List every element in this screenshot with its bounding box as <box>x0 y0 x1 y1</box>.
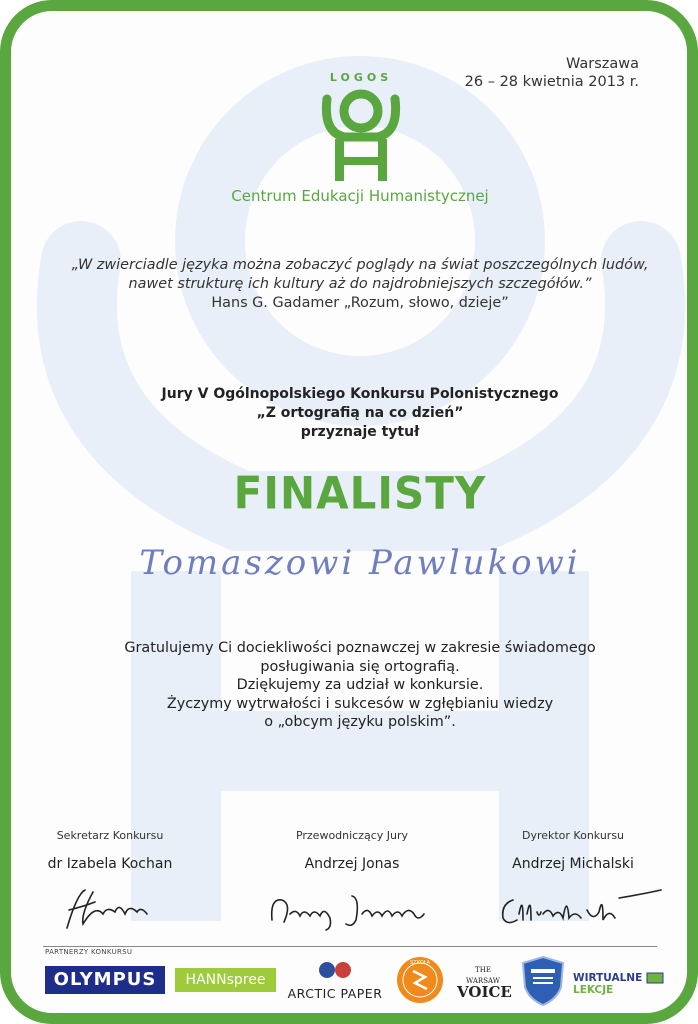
warsaw-label: THE WARSAW <box>466 966 500 985</box>
signature-secretary <box>10 829 210 932</box>
message-line: o „obcym języku polskim”. <box>264 714 456 730</box>
logo-text: LOGOS <box>329 71 393 84</box>
partner-warsaw-voice <box>457 965 512 1001</box>
quote-line-2: nawet strukturę ich kultury aż do najdrobniejszych szczegółów.” <box>128 276 592 292</box>
signatory-role: Sekretarz Konkursu <box>56 829 164 842</box>
handwritten-signature <box>262 884 442 932</box>
arctic-paper-logo-icon <box>317 961 353 979</box>
voice-label: VOICE <box>457 983 512 1001</box>
lekcje-label: LEKCJE <box>573 984 614 996</box>
message-block <box>51 639 669 732</box>
szkola-badge-icon <box>395 955 445 1005</box>
logos-logo <box>311 63 411 187</box>
quote-author: Hans G. Gadamer „Rozum, słowo, dzieje” <box>211 295 509 311</box>
handwritten-signature <box>483 884 663 932</box>
lekcje-screen-icon <box>646 972 664 984</box>
szkola-label: SZKOŁA <box>410 960 430 966</box>
jury-block <box>51 385 669 442</box>
center-name: Centrum Edukacji Humanistycznej <box>231 187 489 205</box>
jury-line-3: przyznaje tytuł <box>300 424 420 440</box>
jury-line-1: Jury V Ogólnopolskiego Konkursu Polonistycznego <box>161 386 559 402</box>
signatory-role: Dyrektor Konkursu <box>521 829 625 842</box>
quote-block <box>51 256 669 313</box>
shield-badge-icon <box>521 955 565 1007</box>
award-title: FINALISTY <box>233 467 487 520</box>
quote-line-1: „W zwierciadle języka można zobaczyć poglądy na świat poszczególnych ludów, <box>71 257 649 273</box>
message-line: Życzymy wytrwałości i sukcesów w zgłębianiu wiedzy <box>166 695 554 712</box>
wirtualne-label: WIRTUALNE <box>573 972 643 984</box>
signatory-name: Andrzej Jonas <box>304 856 400 872</box>
jury-line-2: „Z ortografią na co dzień” <box>256 405 464 421</box>
arctic-paper-label: ARCTIC PAPER <box>287 986 383 1001</box>
signatory-role: Przewodniczący Jury <box>295 829 409 842</box>
partner-olympus: OLYMPUS <box>45 966 165 994</box>
date-place <box>465 55 639 91</box>
partners-label: PARTNERZY KONKURSU <box>45 948 133 956</box>
place-label: Warszawa <box>565 56 639 72</box>
message-line: Gratulujemy Ci dociekliwości poznawczej w zakresie świadomego <box>124 640 596 656</box>
partner-wirtualne-lekcje <box>573 972 687 996</box>
partner-shield <box>521 955 565 1011</box>
recipient-name: Tomaszowi Pawlukowi <box>139 543 581 583</box>
signatory-name: dr Izabela Kochan <box>47 856 173 872</box>
message-line: posługiwania się ortografią. <box>260 658 460 675</box>
signature-director <box>473 829 673 932</box>
date-label: 26 – 28 kwietnia 2013 r. <box>464 74 639 90</box>
signature-chairman <box>252 829 452 932</box>
handwritten-signature <box>55 884 165 932</box>
message-line: Dziękujemy za udział w konkursie. <box>236 677 484 693</box>
partners-divider <box>43 946 657 947</box>
partner-arctic-paper <box>283 961 387 1001</box>
partner-szkola <box>395 955 445 1009</box>
logos-emblem-icon <box>311 63 411 187</box>
signatory-name: Andrzej Michalski <box>512 856 634 872</box>
partner-hannspree: HANNspree <box>175 968 276 992</box>
